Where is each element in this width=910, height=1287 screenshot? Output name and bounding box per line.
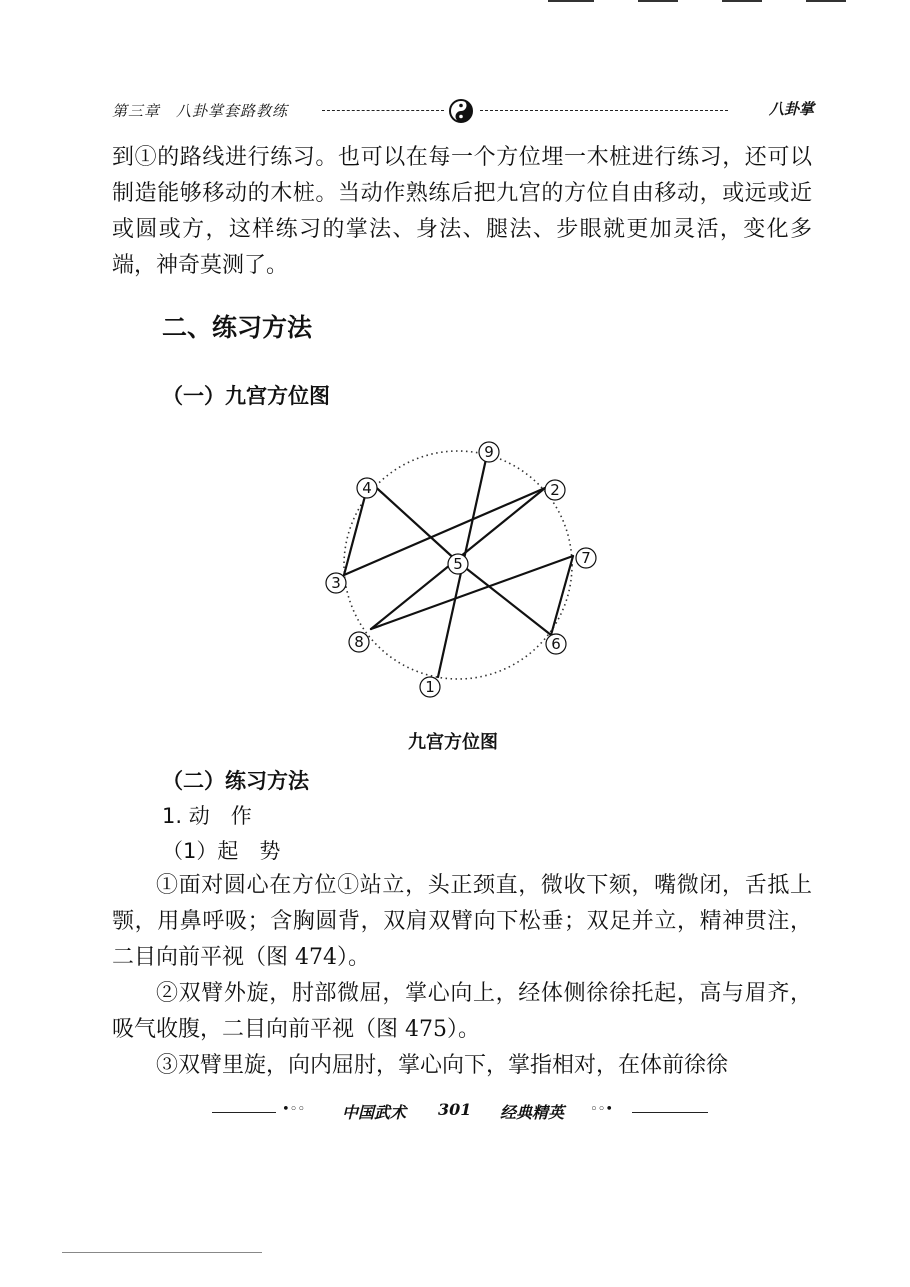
footer-rule (212, 1112, 276, 1113)
svg-text:7: 7 (581, 549, 591, 567)
svg-text:8: 8 (354, 633, 364, 651)
item-heading: 1. 动 作 (162, 804, 252, 828)
step-paragraph: ①面对圆心在方位①站立，头正颈直，微收下颏，嘴微闭，舌抵上颚，用鼻呼吸；含胸圆背，双肩双臂向下松垂；双足并立，精神贯注，二目向前平视（图 474）。 (112, 873, 812, 970)
path-line (369, 481, 458, 562)
subsection-heading: （一）九宫方位图 (162, 384, 330, 408)
nine-palace-diagram (310, 430, 610, 710)
footer-series: 中国武术 (342, 1103, 407, 1122)
running-header-chapter: 第三章 八卦掌套路教练 (112, 102, 289, 120)
path-line (458, 562, 551, 635)
svg-text:9: 9 (484, 443, 494, 461)
palace-marker-9 (479, 442, 499, 462)
figure-caption: 九宫方位图 (408, 732, 498, 753)
svg-text:1: 1 (425, 678, 435, 696)
top-edge-mark (806, 0, 846, 2)
palace-marker-2 (545, 480, 565, 500)
path-line (551, 556, 573, 635)
svg-text:2: 2 (550, 481, 560, 499)
footer-collection: 经典精英 (500, 1103, 565, 1122)
footer-ornament: ◦◦• (590, 1102, 614, 1117)
svg-text:3: 3 (331, 574, 341, 592)
palace-marker-5 (448, 554, 468, 574)
svg-text:4: 4 (362, 479, 372, 497)
footer-ornament: •◦◦ (282, 1102, 306, 1117)
svg-text:6: 6 (551, 635, 561, 653)
running-header-title: 八卦掌 (768, 100, 814, 118)
palace-marker-1 (420, 677, 440, 697)
step-paragraph: ③双臂里旋，向内屈肘，掌心向下，掌指相对，在体前徐徐 (156, 1053, 729, 1078)
section-heading: 二、练习方法 (162, 313, 313, 342)
palace-marker-6 (546, 634, 566, 654)
subsection-heading: （二）练习方法 (162, 769, 309, 793)
footer-rule (632, 1112, 708, 1113)
top-edge-mark (548, 0, 594, 2)
item-subheading: （1）起 势 (162, 839, 281, 863)
page-number: 301 (438, 1100, 472, 1119)
top-edge-mark (638, 0, 678, 2)
palace-marker-8 (349, 632, 369, 652)
header-rule (322, 110, 444, 111)
path-line (344, 488, 545, 575)
scan-edge-mark (62, 1252, 262, 1253)
intro-paragraph: 到①的路线进行练习。也可以在每一个方位埋一木桩进行练习，还可以制造能够移动的木桩。当动作熟练后把九宫的方位自由移动，或远或近或圆或方，这样练习的掌法、身法、腿法、步眼就更加灵活，变化多端，神奇莫测了。 (112, 145, 812, 278)
top-edge-mark (722, 0, 762, 2)
svg-text:5: 5 (453, 555, 463, 573)
step-paragraph: ②双臂外旋，肘部微屈，掌心向上，经体侧徐徐托起，高与眉齐，吸气收腹，二目向前平视（图 475）。 (112, 981, 812, 1042)
header-rule (480, 110, 728, 111)
palace-marker-4 (357, 478, 377, 498)
palace-marker-7 (576, 548, 596, 568)
path-line (371, 556, 573, 629)
taiji-icon (448, 98, 474, 124)
palace-marker-3 (326, 573, 346, 593)
